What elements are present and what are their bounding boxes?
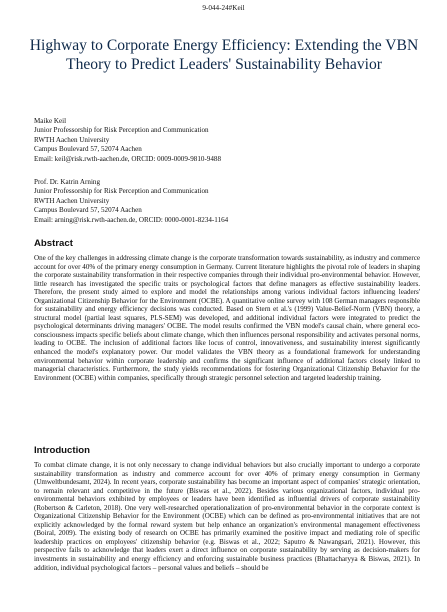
running-header-id: 9-044-24#Keil [202, 4, 245, 12]
author-institution: RWTH Aachen University [34, 135, 110, 144]
author-name: Prof. Dr. Katrin Arning [34, 178, 101, 186]
introduction-heading: Introduction [34, 445, 90, 456]
author-name: Maike Keil [34, 117, 67, 125]
author-contact: Email: arning@risk.rwth-aachen.de, ORCID: 0000-0001-8234-1164 [34, 215, 229, 224]
author-address: Campus Boulevard 57, 52074 Aachen [34, 145, 142, 154]
author-block-1 [34, 117, 424, 164]
author-institution: RWTH Aachen University [34, 196, 110, 205]
author-position: Junior Professorship for Risk Perception and Communication [34, 187, 209, 196]
author-contact: Email: keil@risk.rwth-aachen.de, ORCID: 0009-0009-9810-9488 [34, 154, 221, 163]
author-address: Campus Boulevard 57, 52074 Aachen [34, 206, 142, 215]
author-position: Junior Professorship for Risk Perception and Communication [34, 126, 209, 135]
abstract-text: One of the key challenges in addressing climate change is the corporate transformation towards sustainability, as industry and commerce account for over 40% of the primary energy consumption in Germany. Current literature highlights the pivotal role of leaders in shaping the corporate sustainability transformation in their respective companies through their individual pro-environmental behavior. However, little research has investigated the specific traits or psychological factors that define managers as effective sustainability leaders. Therefore, the present study aimed to explore and model the relationships among various individual factors influencing leaders' Organizational Citizenship Behavior for the Environment (OCBE). A quantitative online survey with 108 German managers responsible for sustainability and energy efficiency decisions was conducted. Based on Stern et al.'s (1999) Value-Belief-Norm (VBN) theory, a structural model (partial least squares, PLS-SEM) was developed, and additional individual factors were integrated to predict the psychological determinants driving managers' OCBE. The model results confirmed the VBN model's causal chain, where general eco-consciousness impacts specific beliefs about climate change, which then influences personal responsibility and activates personal norms, leading to OCBE. The inclusion of additional factors like locus of control, innovativeness, and sustainability interest significantly enhanced the model's explanatory power. Our model validates the VBN theory as a foundational framework for understanding environmental behavior within corporate leadership and confirms the significant influence of additional factors closely linked to managerial characteristics. Furthermore, the study yields recommendations for fostering Organizational Citizenship Behavior for the Environment (OCBE) within companies, specifically through strategic personnel selection and targeted leadership training. [34, 254, 420, 382]
author-block-2 [34, 178, 424, 225]
introduction-text: To combat climate change, it is not only necessary to change individual behaviors but also crucially important to undergo a corporate sustainability transformation as industry and commerce account for over 40% of primary energy consumption in Germany (Umweltbundesamt, 2024). In recent years, corporate sustainability has become an important aspect of companies' strategic orientation, to remain relevant and competitive in the future (Biswas et al., 2022). Besides various organizational factors, individual pro-environmental behaviors exhibited by employees or leaders have been identified as influential drivers of corporate sustainability (Robertson & Carleton, 2018). One very well-researched operationalization of pro-environmental behavior in the corporate context is Organizational Citizenship Behavior for the Environment (OCBE) which can be defined as pro-environmental initiatives that are not explicitly acknowledged by the formal reward system but help enhance an organization's environmental management effectiveness (Boiral, 2009). The existing body of research on OCBE has primarily examined the positive impact and mediating role of specific leadership practices on employees' citizenship behavior (e.g. Biswas et al., 2022; Saputro & Nawangsari, 2021). However, this perspective fails to acknowledge that leaders exert a direct influence on corporate sustainability by serving as decision-makers for investments in sustainability and energy efficiency and enforcing sustainable business practices (Bhattacharyya & Biswas, 2021). In addition, individual psychological factors – personal values and beliefs – should be [34, 461, 420, 572]
abstract-heading: Abstract [34, 238, 73, 249]
paper-title: Highway to Corporate Energy Efficiency: Extending the VBN Theory to Predict Leaders' Sustainability Behavior [29, 37, 419, 73]
